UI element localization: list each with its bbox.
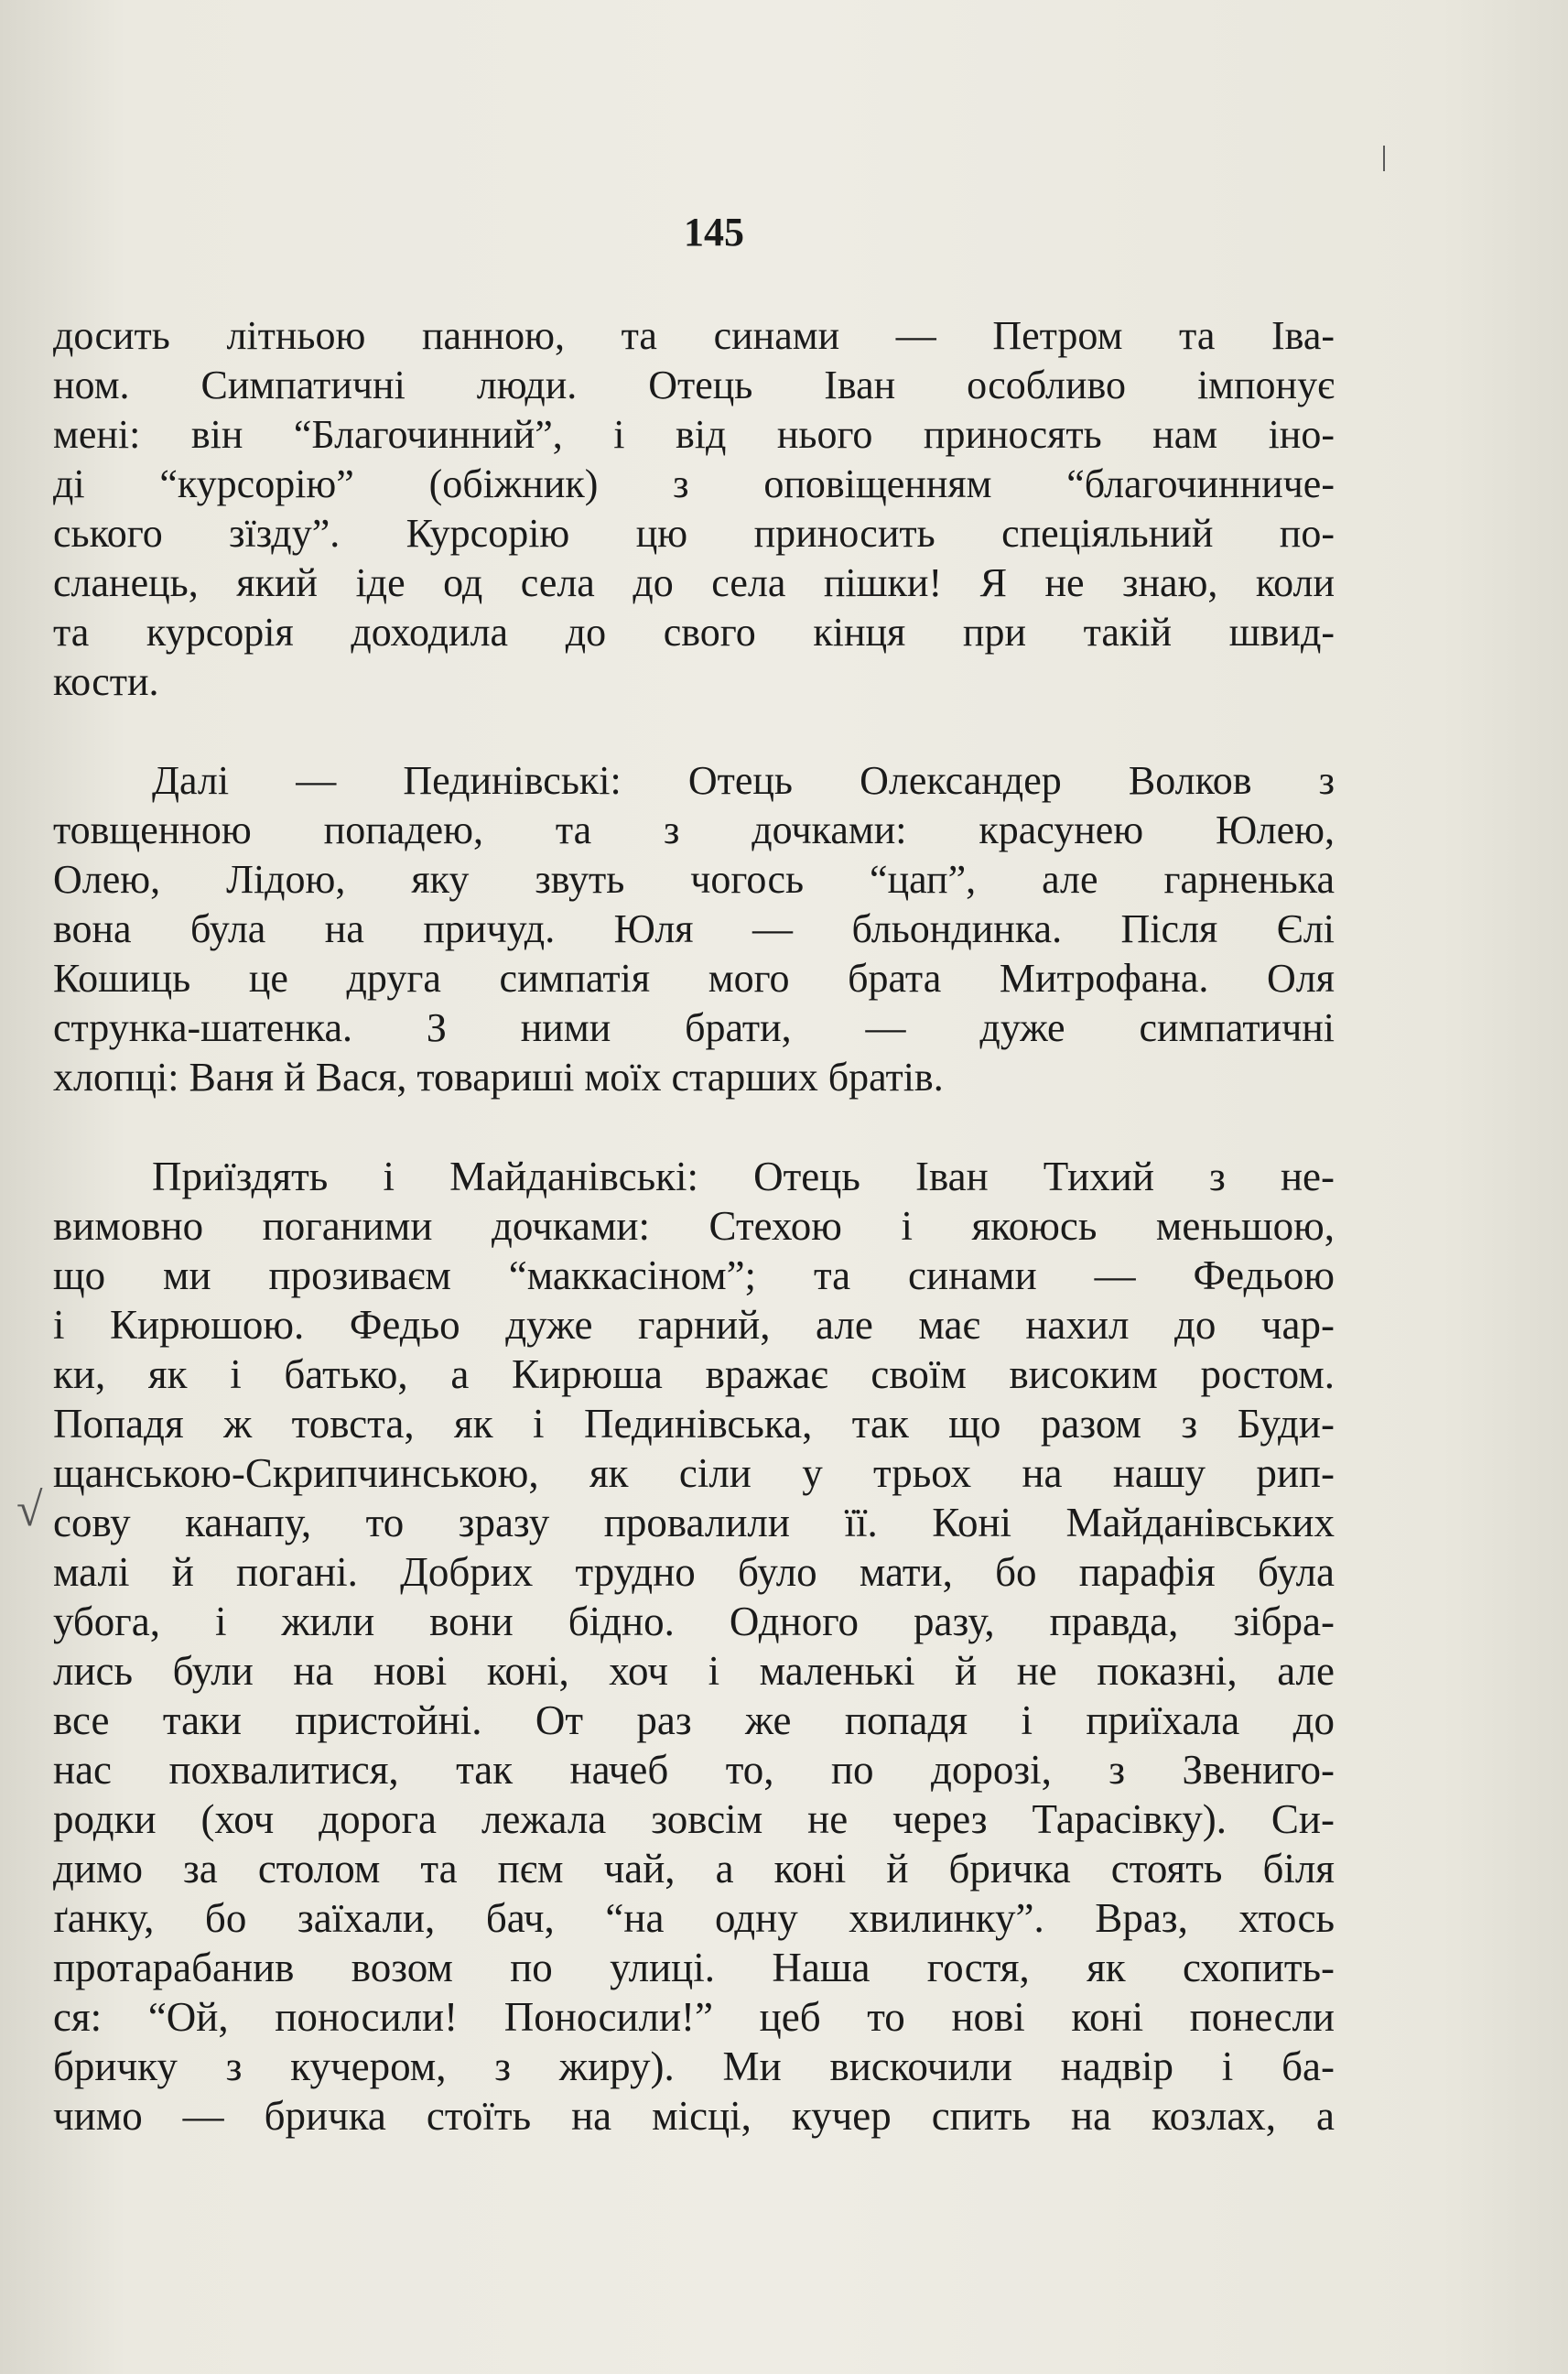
text-line: досить літньою панною, та синами — Петром та Іва- [53, 313, 1335, 358]
text-line: убога, і жили вони бідно. Одного разу, правда, зібра- [53, 1599, 1335, 1644]
text-line: лись були на нові коні, хоч і маленькі й не показні, але [53, 1648, 1335, 1694]
text-line: вона була на причуд. Юля — бльондинка. Після Єлі [53, 906, 1335, 951]
text-line: щанською-Скрипчинською, як сіли у трьох на нашу рип- [53, 1450, 1335, 1496]
pencil-check-mark: √ [16, 1484, 43, 1536]
text-line: сову канапу, то зразу провалили її. Коні Майданівських [53, 1500, 1335, 1545]
text-line: Кошиць це друга симпатія мого брата Митрофана. Оля [53, 956, 1335, 1001]
text-line: Олею, Лідою, яку звуть чогось “цап”, але гарненька [53, 857, 1335, 902]
text-line: товщенною попадею, та з дочками: красунею Юлею, [53, 808, 1335, 852]
paragraph-1 [53, 311, 1335, 707]
text-line: та курсорія доходила до свого кінця при такій швид- [53, 610, 1335, 655]
paragraph-gap [53, 1102, 1335, 1152]
text-line: вимовно поганими дочками: Стехою і якоюсь меньшою, [53, 1203, 1335, 1249]
text-line: і Кирюшою. Федьо дуже гарний, але має нахил до чар- [53, 1302, 1335, 1348]
text-line: нас похвалитися, так начеб то, по дорозі, з Звениго- [53, 1747, 1335, 1793]
text-line: мені: він “Благочинний”, і від нього приносять нам іно- [53, 412, 1335, 457]
text-line: Приїздять і Майданівські: Отець Іван Тихий з не- [152, 1154, 1335, 1199]
text-line: ді “курсорію” (обіжник) з оповіщенням “благочинниче- [53, 461, 1335, 506]
paragraph-3 [53, 1152, 1335, 2141]
text-line: димо за столом та пєм чай, а коні й бричка стоять біля [53, 1846, 1335, 1892]
text-line: ки, як і батько, а Кирюша вражає своїм високим ростом. [53, 1351, 1335, 1397]
paragraph-gap [53, 707, 1335, 756]
paragraph-2 [53, 756, 1335, 1102]
text-line: протарабанив возом по улиці. Наша гостя, як схопить- [53, 1945, 1335, 1990]
text-line: ського зїзду”. Курсорію цю приносить спеціяльний по- [53, 511, 1335, 556]
text-line: ся: “Ой, поносили! Поносили!” цеб то нові коні понесли [53, 1994, 1335, 2040]
text-line: ном. Симпатичні люди. Отець Іван особливо імпонує [53, 363, 1335, 407]
text-line: кости. [53, 659, 159, 704]
text-line: що ми прозиваєм “маккасіном”; та синами — Федьою [53, 1252, 1335, 1298]
text-line: Попадя ж товста, як і Пединівська, так що разом з Буди- [53, 1401, 1335, 1447]
text-line: родки (хоч дорога лежала зовсім не через Тарасівку). Си- [53, 1796, 1335, 1842]
text-line: струнка-шатенка. З ними брати, — дуже симпатичні [53, 1005, 1335, 1050]
text-line: малі й погані. Добрих трудно було мати, бо парафія була [53, 1549, 1335, 1595]
body-text [53, 311, 1335, 2141]
text-line: чимо — бричка стоїть на місці, кучер спить на козлах, а [53, 2093, 1335, 2139]
page-number: 145 [684, 210, 744, 255]
text-line: Далі — Пединівські: Отець Олександер Волков з [152, 758, 1335, 803]
text-line: все таки пристойні. От раз же попадя і приїхала до [53, 1697, 1335, 1743]
text-line: хлопці: Ваня й Вася, товариші моїх старших братів. [53, 1055, 944, 1100]
text-line: ґанку, бо заїхали, бач, “на одну хвилинку”. Враз, хтось [53, 1895, 1335, 1941]
text-line: бричку з кучером, з жиру). Ми вискочили надвір і ба- [53, 2043, 1335, 2089]
ink-speck-mark: ǀ [1380, 138, 1389, 179]
text-line: сланець, який іде од села до села пішки! Я не знаю, коли [53, 560, 1335, 605]
